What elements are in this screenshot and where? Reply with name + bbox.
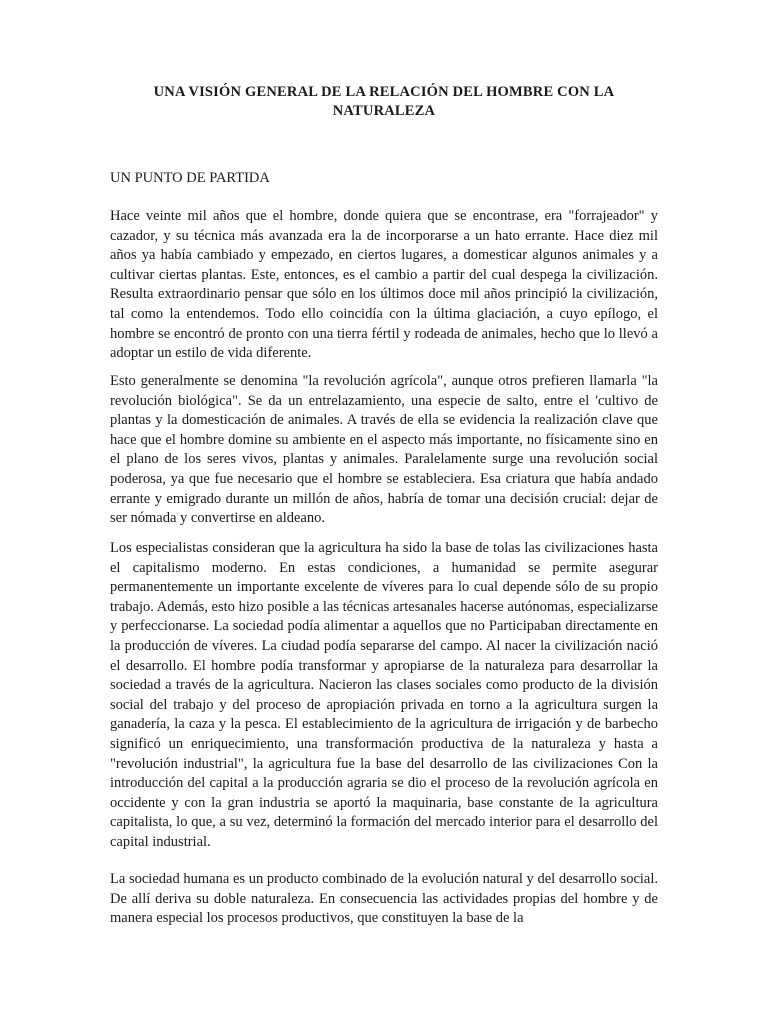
document-title (110, 83, 658, 121)
paragraph-1: Hace veinte mil años que el hombre, donde quiera que se encontrase, era "forrajeador" y cazador, y su técnica más avanzada era la de incorporarse a un hato errante. Hace diez mil años ya había cambiado y empezado, en ciertos lugares, a domesticar algunos animales y a cultivar ciertas plantas. Este, entonces, es el cambio a partir del cual despega la civilización. Resulta extraordinario pensar que sólo en los últimos doce mil años principió la civilización, tal como la entendemos. Todo ello coincidía con la última glaciación, a cuyo epílogo, el hombre se encontró de pronto con una tierra fértil y rodeada de animales, hecho que lo llevó a adoptar un estilo de vida diferente. (110, 208, 658, 362)
paragraph-2: Esto generalmente se denomina "la revolución agrícola", aunque otros prefieren llamarla "la revolución biológica". Se da un entrelazamiento, una especie de salto, entre el 'cultivo de plantas y la domesticación de animales. A través de ella se evidencia la realización clave que hace que el hombre domine su ambiente en el aspecto más importante, no físicamente sino en el plano de los seres vivos, plantas y animales. Paralelamente surge una revolución social poderosa, ya que fue necesario que el hombre se estableciera. Esa criatura que había andado errante y emigrado durante un millón de años, habría de tomar una decisión crucial: dejar de ser nómada y convertirse en aldeano. (110, 373, 658, 527)
paragraph-4: La sociedad humana es un producto combinado de la evolución natural y del desarrollo social. De allí deriva su doble naturaleza. En consecuencia las actividades propias del hombre y de manera especial los procesos productivos, que constituyen la base de la (110, 871, 658, 927)
title-line-1: UNA VISIÓN GENERAL DE LA RELACIÓN DEL HOMBRE CON LA (153, 84, 615, 100)
paragraph-3: Los especialistas consideran que la agricultura ha sido la base de tolas las civilizaciones hasta el capitalismo moderno. En estas condiciones, a humanidad se permite asegurar permanentemente un importante excelente de víveres para lo cual depende sólo de su propio trabajo. Además, esto hizo posible a las técnicas artesanales hacerse autónomas, especializarse y perfeccionarse. La sociedad podía alimentar a aquellos que no Participaban directamente en la producción de víveres. La ciudad podía separarse del campo. Al nacer la civilización nació el desarrollo. El hombre podía transformar y apropiarse de la naturaleza para desarrollar la sociedad a través de la agricultura. Nacieron las clases sociales como producto de la división social del trabajo y del proceso de apropiación privada en torno a la agricultura surgen la ganadería, la caza y la pesca. El establecimiento de la agricultura de irrigación y de barbecho significó un enriquecimiento, una transformación productiva de la naturaleza y hasta a "revolución industrial", la agricultura fue la base del desarrollo de las civilizaciones Con la introducción del capital a la producción agraria se dio el proceso de la revolución agrícola en occidente y con la gran industria se aportó la maquinaria, base constante de la agricultura capitalista, lo que, a su vez, determinó la formación del mercado interior para el desarrollo del capital industrial. (110, 540, 658, 850)
section-heading: UN PUNTO DE PARTIDA (110, 170, 270, 186)
title-line-2: NATURALEZA (332, 103, 436, 119)
